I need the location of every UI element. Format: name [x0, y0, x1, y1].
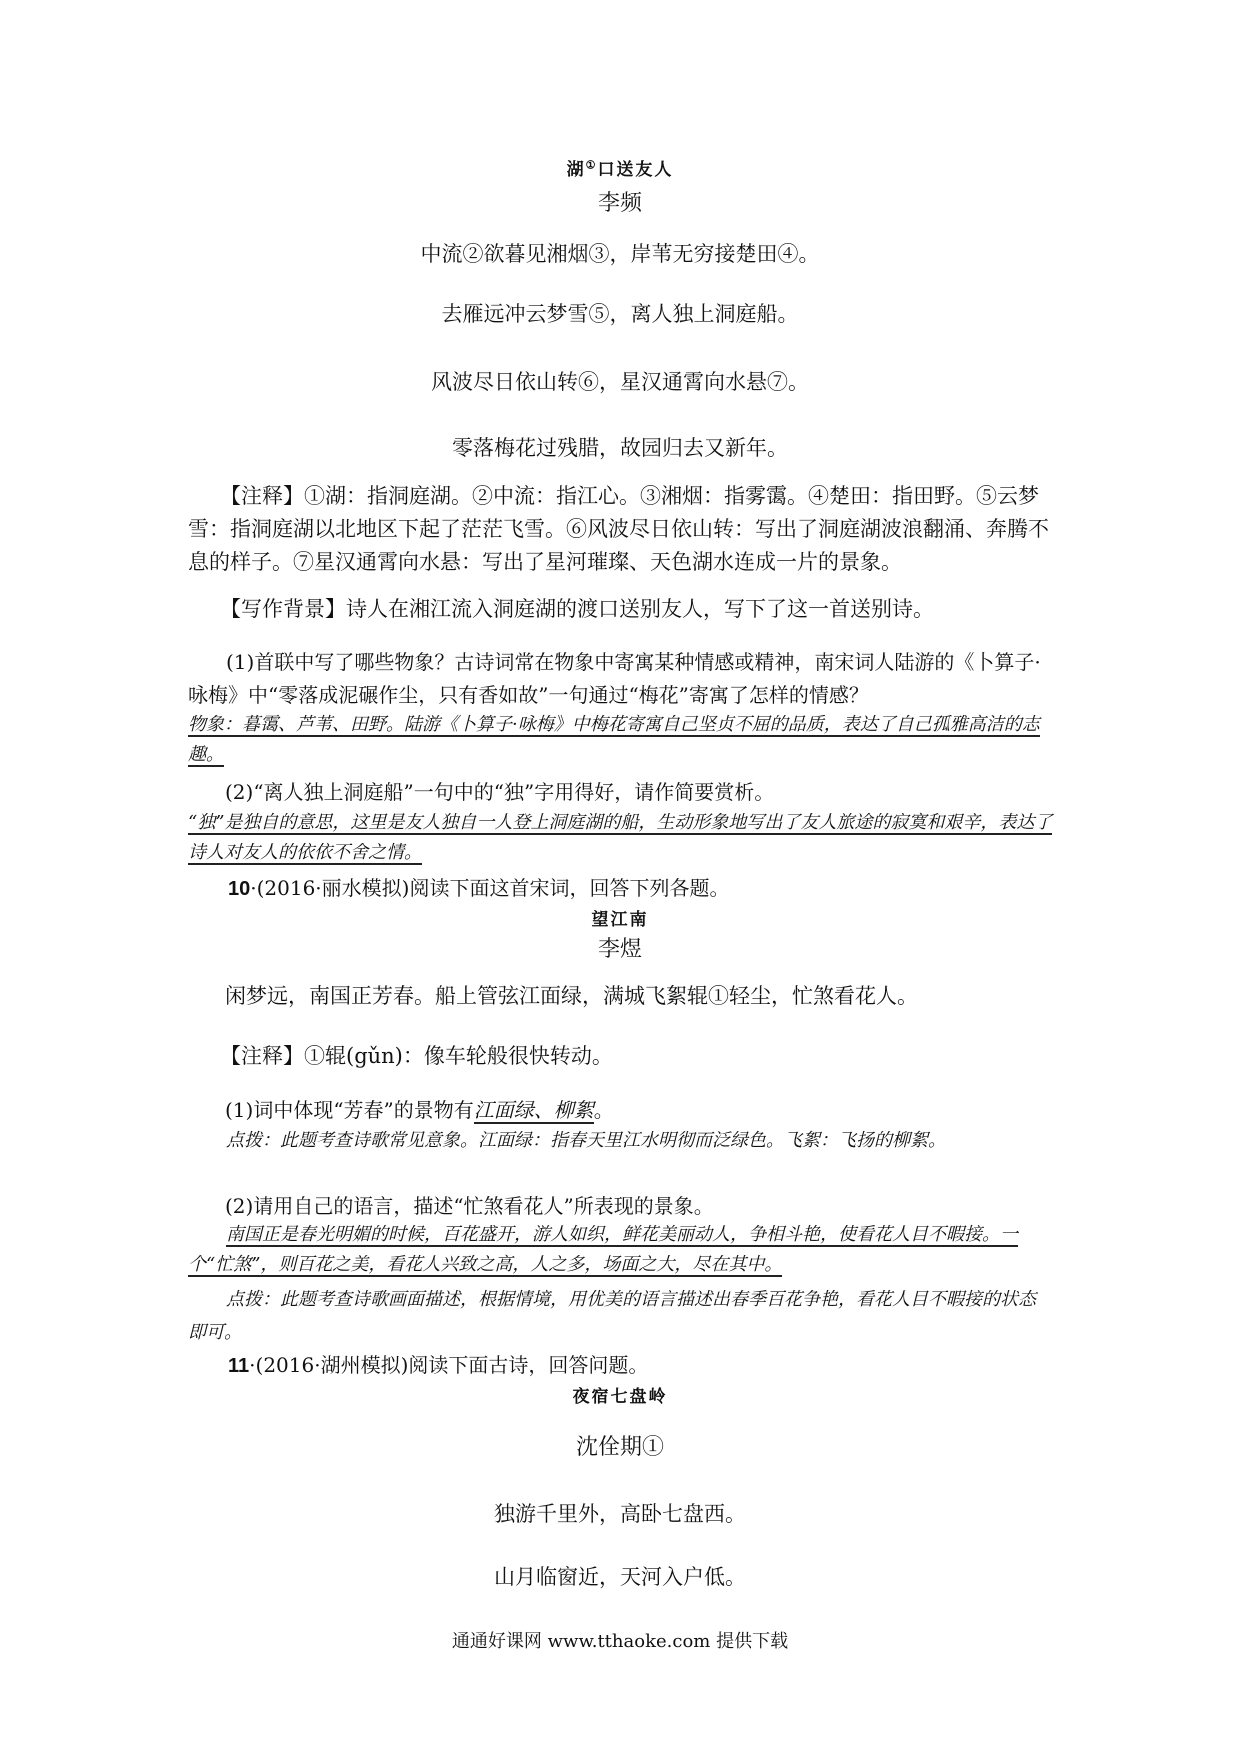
answer-1: 物象：暮霭、芦苇、田野。陆游《卜算子·咏梅》中梅花寄寓自己坚贞不屈的品质，表达了自己孤雅高洁的志趣。	[188, 714, 1040, 765]
poem-line: 中流②欲暮见湘烟③，岸苇无穷接楚田④。	[420, 242, 820, 266]
question-11-stem: 11·(2016·湖州模拟)阅读下面古诗，回答问题。	[228, 1353, 649, 1377]
poem-line: 去雁远冲云梦雪⑤，离人独上洞庭船。	[441, 302, 799, 326]
note-paragraph: 【注释】①湖：指洞庭湖。②中流：指江心。③湘烟：指雾霭。④楚田：指田野。⑤云梦雪：指洞庭湖以北地区下起了茫茫飞雪。⑥风波尽日依山转：写出了洞庭湖波浪翻涌、奔腾不息的样子。⑦星汉通霄向水悬：写出了星河璀璨、天色湖水连成一片的景象。	[188, 484, 1049, 574]
poem-title: 望江南	[591, 910, 649, 930]
poem-title: 夜宿七盘岭	[572, 1387, 668, 1407]
poem-line: 山月临窗近，天河入户低。	[494, 1565, 746, 1589]
answer-2: “独”是独自的意思，这里是友人独自一人登上洞庭湖的船，生动形象地写出了友人旅途的寂寞和艰辛，表达了诗人对友人的依依不舍之情。	[188, 812, 1053, 863]
question-2: (2)“离人独上洞庭船”一句中的“独”字用得好，请作简要赏析。	[225, 780, 775, 804]
poem-text: 闲梦远，南国正芳春。船上管弦江面绿，满城飞絮辊①轻尘，忙煞看花人。	[225, 984, 918, 1008]
poem-title: 湖①口送友人	[566, 158, 674, 180]
note-paragraph: 【注释】①辊(gǔn)：像车轮般很快转动。	[220, 1044, 613, 1068]
poem-line: 风波尽日依山转⑥，星汉通霄向水悬⑦。	[431, 370, 809, 394]
background-paragraph: 【写作背景】诗人在湘江流入洞庭湖的渡口送别友人，写下了这一首送别诗。	[220, 597, 934, 621]
question-1: (1)首联中写了哪些物象？古诗词常在物象中寄寓某种情感或精神，南宋词人陆游的《卜算子·咏梅》中“零落成泥碾作尘，只有香如故”一句通过“梅花”寄寓了怎样的情感？	[188, 650, 1041, 707]
poem-author: 李频	[597, 191, 642, 216]
poem-line: 零落梅花过残腊，故园归去又新年。	[452, 436, 788, 460]
question-10-stem: 10·(2016·丽水模拟)阅读下面这首宋词，回答下列各题。	[228, 876, 730, 900]
question-10-1: (1)词中体现“芳春”的景物有江面绿、柳絮。	[225, 1098, 614, 1122]
poem-author: 李煜	[597, 937, 642, 962]
poem-line: 独游千里外，高卧七盘西。	[494, 1502, 746, 1526]
question-10-2: (2)请用自己的语言，描述“忙煞看花人”所表现的景象。	[225, 1194, 714, 1218]
poem-author: 沈佺期①	[575, 1435, 664, 1460]
hint-1: 点拨：此题考查诗歌常见意象。江面绿：指春天里江水明彻而泛绿色。飞絮：飞扬的柳絮。	[226, 1130, 946, 1151]
answer-inline: 江面绿、柳絮	[473, 1098, 594, 1122]
page-footer: 通通好课网 www.tthaoke.com 提供下载	[451, 1631, 789, 1652]
answer-10-2: 南国正是春光明媚的时候，百花盛开，游人如织，鲜花美丽动人，争相斗艳，使看花人目不暇接。一个“忙煞”，则百花之美，看花人兴致之高，人之多，场面之大，尽在其中。	[188, 1224, 1018, 1275]
hint-2: 点拨：此题考查诗歌画面描述，根据情境，用优美的语言描述出春季百花争艳，看花人目不暇接的状态即可。	[188, 1289, 1036, 1343]
